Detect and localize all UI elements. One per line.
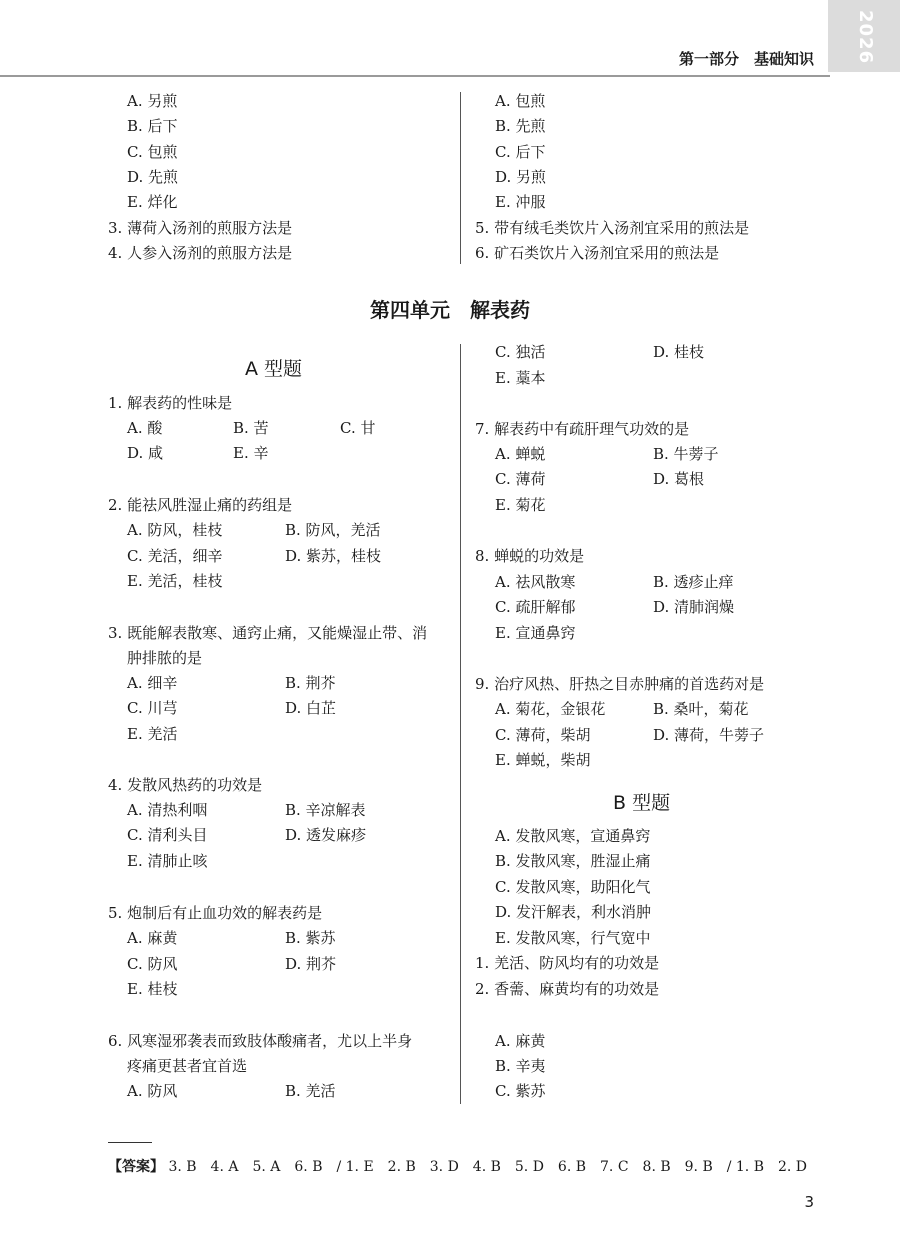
question-stem: 2. 能祛风胜湿止痛的药组是: [108, 496, 293, 514]
question-stem: 3. 既能解表散寒、通窍止痛，又能燥湿止带、消: [108, 624, 428, 642]
option-d: D. 咸: [127, 444, 164, 462]
option-line: B. 辛夷: [495, 1057, 546, 1075]
question-stem-cont: 肿排脓的是: [127, 649, 203, 667]
option-c: C. 川芎: [127, 699, 178, 717]
answer-text: 3. B 4. A 5. A 6. B / 1. E 2. B 3. D 4. B 5. D 6. B 7. C 8. B 9. B / 1. B 2. D: [168, 1159, 808, 1175]
column-divider-top: [460, 92, 461, 264]
option-b: B. 透疹止痒: [653, 573, 734, 591]
question-stem: 6. 风寒湿邪袭表而致肢体酸痛者，尤以上半身: [108, 1032, 413, 1050]
question-stem-cont: 疼痛更甚者宜首选: [127, 1057, 248, 1075]
option-c: C. 羌活，细辛: [127, 547, 223, 565]
column-divider-main: [460, 344, 461, 1104]
option-line: E. 发散风寒，行气宽中: [495, 929, 651, 947]
option-line: B. 发散风寒，胜湿止痛: [495, 852, 651, 870]
option-line: C. 发散风寒，助阳化气: [495, 878, 651, 896]
question-stem: 2. 香薷、麻黄均有的功效是: [475, 980, 660, 998]
option-e: E. 羌活，桂枝: [127, 572, 223, 590]
option-c: C. 薄荷: [495, 470, 546, 488]
question-stem: 1. 羌活、防风均有的功效是: [475, 954, 660, 972]
question-stem: 9. 治疗风热、肝热之目赤肿痛的首选药对是: [475, 675, 765, 693]
option-e: E. 藁本: [495, 369, 546, 387]
option-b: B. 苦: [233, 419, 269, 437]
option-line: D. 先煎: [127, 168, 179, 186]
page-number: 3: [804, 1193, 814, 1211]
question-stem: 3. 薄荷入汤剂的煎服方法是: [108, 219, 293, 237]
option-d: D. 紫苏，桂枝: [285, 547, 382, 565]
option-line: C. 紫苏: [495, 1082, 546, 1100]
option-line: C. 包煎: [127, 143, 178, 161]
header-rule: [0, 75, 830, 77]
section-b-title: B 型题: [613, 792, 671, 814]
option-d: D. 白芷: [285, 699, 337, 717]
option-a: A. 防风，桂枝: [127, 521, 223, 539]
option-d: D. 透发麻疹: [285, 826, 367, 844]
option-line: A. 包煎: [495, 92, 546, 110]
option-line: B. 后下: [127, 117, 178, 135]
option-c: C. 疏肝解郁: [495, 598, 576, 616]
option-line: A. 发散风寒，宣通鼻窍: [495, 827, 651, 845]
answer-label: 【答案】: [108, 1159, 164, 1175]
option-line: B. 先煎: [495, 117, 546, 135]
option-line: E. 冲服: [495, 193, 546, 211]
question-stem: 5. 带有绒毛类饮片入汤剂宜采用的煎法是: [475, 219, 750, 237]
answer-key: [108, 1156, 807, 1176]
option-line: D. 另煎: [495, 168, 547, 186]
option-a: A. 酸: [127, 419, 163, 437]
option-c: C. 薄荷，柴胡: [495, 726, 591, 744]
option-b: B. 紫苏: [285, 929, 336, 947]
year-label: 2026: [855, 10, 876, 65]
option-d: D. 葛根: [653, 470, 705, 488]
option-a: A. 清热利咽: [127, 801, 208, 819]
option-line: C. 后下: [495, 143, 546, 161]
option-b: B. 羌活: [285, 1082, 336, 1100]
option-d: D. 荆芥: [285, 955, 337, 973]
answer-rule: [108, 1142, 152, 1143]
option-e: E. 羌活: [127, 725, 178, 743]
question-stem: 4. 人参入汤剂的煎服方法是: [108, 244, 293, 262]
question-stem: 1. 解表药的性味是: [108, 394, 233, 412]
question-stem: 4. 发散风热药的功效是: [108, 776, 263, 794]
option-e: E. 桂枝: [127, 980, 178, 998]
question-stem: 8. 蝉蜕的功效是: [475, 547, 585, 565]
option-line: E. 烊化: [127, 193, 178, 211]
part-title: 第一部分 基础知识: [678, 50, 814, 68]
option-line: D. 发汗解表，利水消肿: [495, 903, 652, 921]
option-e: E. 宣通鼻窍: [495, 624, 576, 642]
option-a: A. 麻黄: [127, 929, 178, 947]
option-line: A. 麻黄: [495, 1032, 546, 1050]
option-a: A. 祛风散寒: [495, 573, 576, 591]
option-a: A. 蝉蜕: [495, 445, 546, 463]
year-tab: [828, 0, 900, 72]
option-e: E. 辛: [233, 444, 269, 462]
question-stem: 7. 解表药中有疏肝理气功效的是: [475, 420, 690, 438]
option-b: B. 牛蒡子: [653, 445, 719, 463]
option-a: A. 防风: [127, 1082, 178, 1100]
option-e: E. 菊花: [495, 496, 546, 514]
option-b: B. 防风，羌活: [285, 521, 381, 539]
option-b: B. 辛凉解表: [285, 801, 366, 819]
section-a-title: A 型题: [245, 358, 303, 380]
option-c: C. 清利头目: [127, 826, 208, 844]
option-d: D. 薄荷，牛蒡子: [653, 726, 765, 744]
option-e: E. 清肺止咳: [127, 852, 208, 870]
option-a: A. 细辛: [127, 674, 178, 692]
option-c: C. 防风: [127, 955, 178, 973]
option-b: B. 桑叶，菊花: [653, 700, 749, 718]
option-e: E. 蝉蜕，柴胡: [495, 751, 591, 769]
option-line: A. 另煎: [127, 92, 178, 110]
page-header: [0, 0, 900, 88]
option-c: C. 独活: [495, 343, 546, 361]
option-d: D. 清肺润燥: [653, 598, 735, 616]
option-a: A. 菊花，金银花: [495, 700, 606, 718]
option-d: D. 桂枝: [653, 343, 705, 361]
option-b: B. 荆芥: [285, 674, 336, 692]
question-stem: 6. 矿石类饮片入汤剂宜采用的煎法是: [475, 244, 720, 262]
option-c: C. 甘: [340, 419, 376, 437]
unit-title: 第四单元 解表药: [370, 298, 530, 322]
question-stem: 5. 炮制后有止血功效的解表药是: [108, 904, 323, 922]
